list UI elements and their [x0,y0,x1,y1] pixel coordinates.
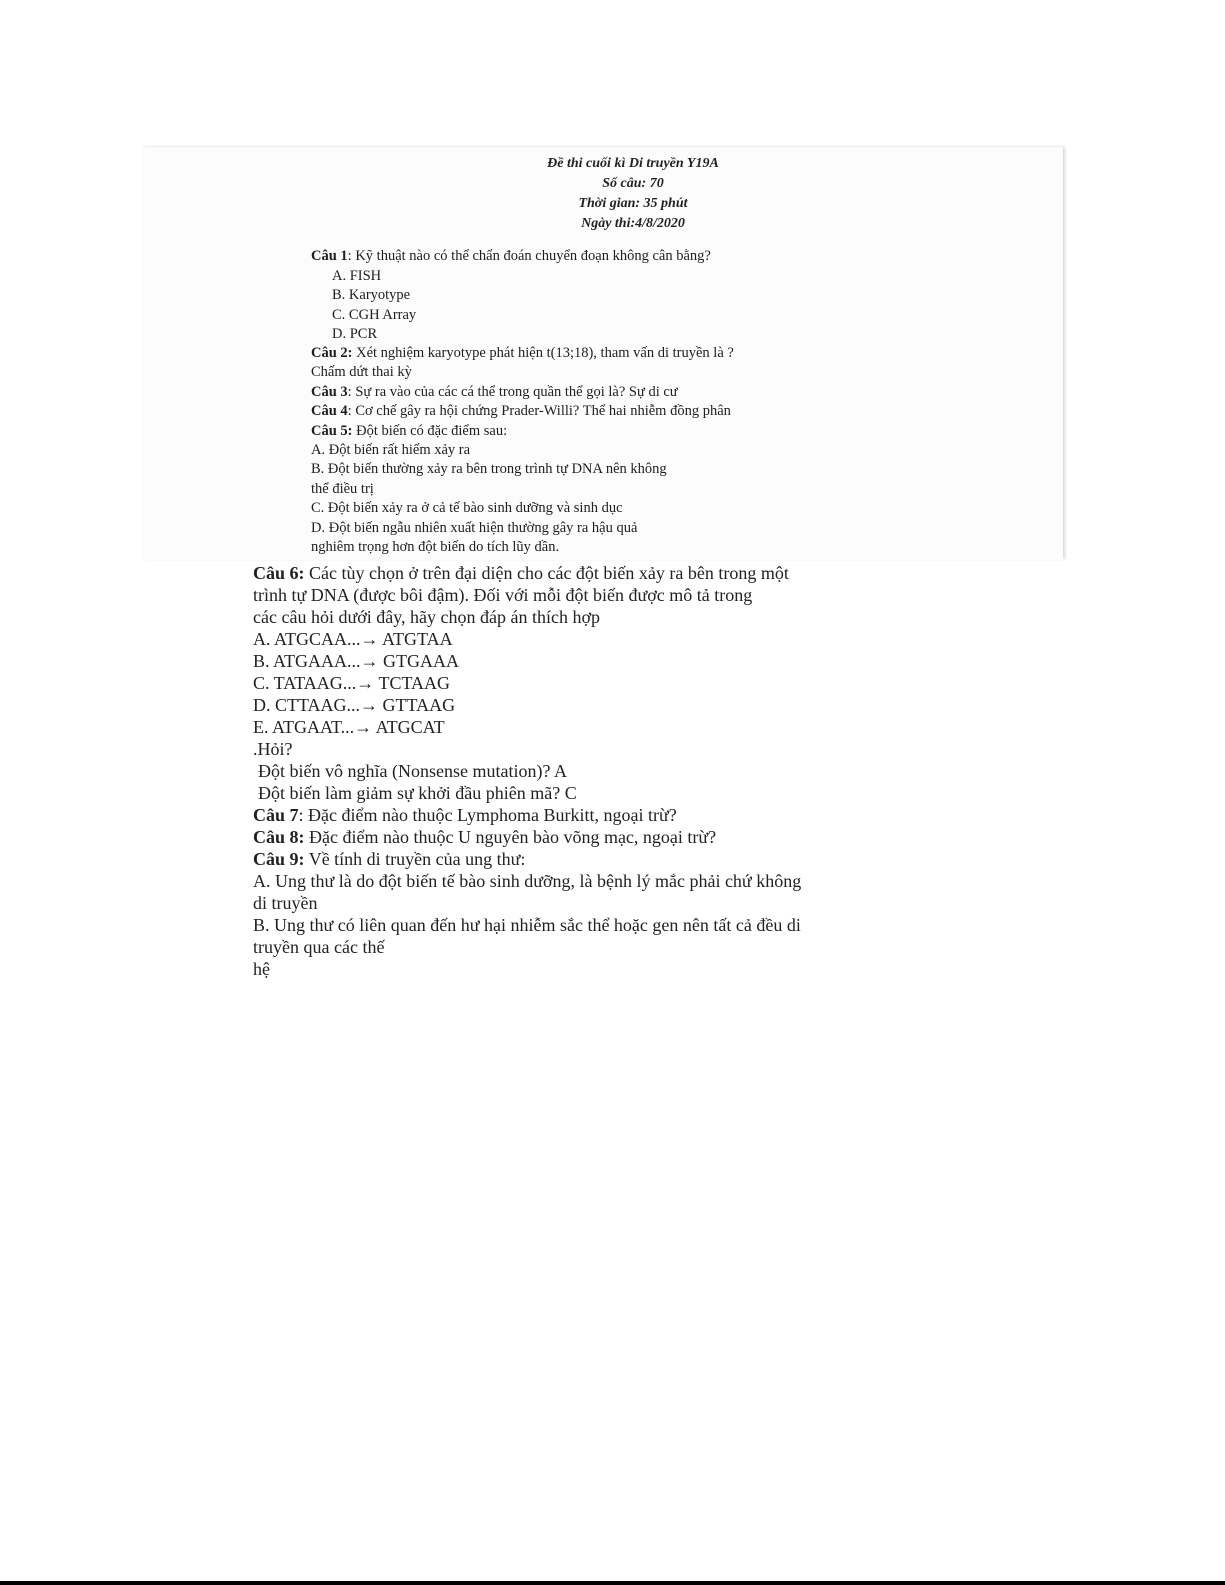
q9-label: Câu 9: [253,849,305,869]
q6-option-d: D. CTTAAG...→ GTTAAG [253,695,456,715]
q9-text: Về tính di truyền của ung thư: [304,849,526,869]
q1-label: Câu 1 [311,248,348,264]
question-7 [253,804,873,826]
exam-header [143,154,1063,234]
q6-sub-1: Đột biến vô nghĩa (Nonsense mutation)? A [258,761,567,781]
q3-text: : Sự ra vào của các cá thể trong quần thể gọi là? Sự di cư [347,383,678,400]
q1-option-b: B. Karyotype [332,287,411,303]
q7-text: : Đặc điểm nào thuộc Lymphoma Burkitt, ngoại trừ? [298,805,677,825]
q5-line: thể điều trị [311,480,374,497]
q3-label: Câu 3 [311,383,348,400]
q4-text: : Cơ chế gây ra hội chứng Prader-Willi? Thể hai nhiễm đồng phân [347,403,731,420]
q9-line: truyền qua các thế [253,937,385,957]
q4-label: Câu 4 [311,403,348,420]
q6-ask: .Hỏi? [253,739,293,759]
exam-date: Ngày thi:4/8/2020 [581,216,685,231]
q5-line: nghiêm trọng hơn đột biến do tích lũy dần. [311,539,560,556]
q9-line: hệ [253,959,270,979]
q2-answer: Chấm dứt thai kỳ [311,364,412,381]
q6-text: Các tùy chọn ở trên đại diện cho các đột biến xảy ra bên trong một [304,563,789,583]
q1-option-d: D. PCR [332,326,378,342]
q9-line: A. Ung thư là do đột biến tế bào sinh dưỡng, là bệnh lý mắc phải chứ không [253,871,802,891]
q5-label: Câu 5: [311,422,353,439]
q7-label: Câu 7 [253,805,299,825]
page-bottom-border [0,1581,1225,1585]
q6-option-b: B. ATGAAA...→ GTGAAA [253,651,459,671]
question-9 [253,848,873,870]
question-6 [253,562,873,584]
question-2 [311,344,831,363]
q5-line: A. Đột biến rất hiếm xảy ra [311,442,471,459]
q1-text: : Kỹ thuật nào có thể chẩn đoán chuyển đoạn không cân bằng? [347,248,711,264]
q6-option-c: C. TATAAG...→ TCTAAG [253,673,451,693]
scanned-page-top [143,146,1063,560]
q5-line: B. Đột biến thường xảy ra bên trong trình tự DNA nên không [311,461,667,478]
q6-option-e: E. ATGAAT...→ ATGCAT [253,717,445,737]
q8-text: Đặc điểm nào thuộc U nguyên bào võng mạc, ngoại trừ? [304,827,717,847]
scanned-page-bottom [253,562,873,980]
question-4 [311,402,831,421]
q9-line: B. Ung thư có liên quan đến hư hại nhiễm sắc thể hoặc gen nên tất cả đều di [253,915,801,935]
q6-option-a: A. ATGCAA...→ ATGTAA [253,629,453,649]
question-count: Số câu: 70 [602,176,664,191]
q5-line: C. Đột biến xảy ra ở cả tế bào sinh dưỡng và sinh dục [311,500,623,517]
q6-label: Câu 6: [253,563,305,583]
q1-option-c: C. CGH Array [332,306,417,323]
q6-sub-2: Đột biến làm giảm sự khởi đầu phiên mã? C [258,783,577,803]
q6-text: trình tự DNA (được bôi đậm). Đối với mỗi đột biến được mô tả trong [253,585,753,605]
q2-text: Xét nghiệm karyotype phát hiện t(13;18), tham vấn di truyền là ? [352,345,734,361]
exam-duration: Thời gian: 35 phút [578,196,688,211]
q1-option-a: A. FISH [332,267,382,284]
question-8 [253,826,873,848]
q8-label: Câu 8: [253,827,305,847]
q2-label: Câu 2: [311,345,353,361]
question-1 [311,247,831,345]
question-3 [311,383,831,402]
q6-text: các câu hỏi dưới đây, hãy chọn đáp án thích hợp [253,607,601,627]
q5-text: Đột biến có đặc điểm sau: [352,422,508,439]
exam-title: Đề thi cuối kì Di truyền Y19A [547,156,719,171]
q5-line: D. Đột biến ngẫu nhiên xuất hiện thường gây ra hậu quả [311,519,638,536]
question-5 [311,422,831,441]
q9-line: di truyền [253,893,318,913]
questions-2-5 [311,344,831,557]
